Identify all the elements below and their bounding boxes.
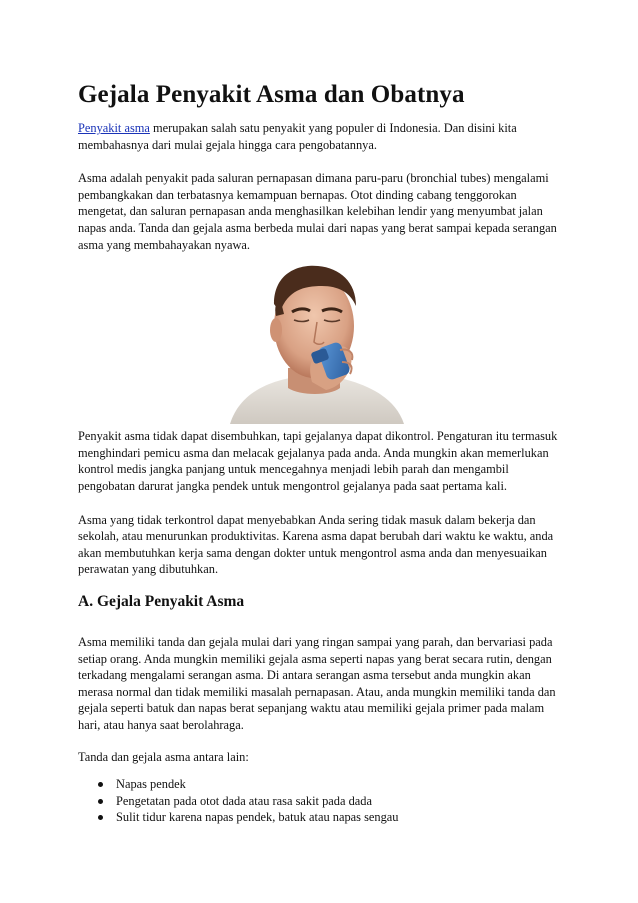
list-item-text: Pengetatan pada otot dada atau rasa sakit pada dada xyxy=(116,793,372,808)
list-item-text: Sulit tidur karena napas pendek, batuk atau napas sengau xyxy=(116,810,399,825)
man-using-inhaler-photo xyxy=(190,264,430,424)
bullet-icon xyxy=(98,815,103,820)
uncontrolled-paragraph: Asma yang tidak terkontrol dapat menyebabkan Anda sering tidak masuk dalam bekerja dan sekolah, atau menurunkan produktivitas. Karena asma dapat berubah dari waktu ke waktu, anda akan membutuhkan kerja sama dengan dokter untuk mengontrol asma anda dan menyesuaikan perawatan yang dibutuhkan. xyxy=(78,512,554,577)
list-item xyxy=(78,776,562,793)
intro-text: merupakan salah satu penyakit yang populer di Indonesia. Dan disini kita membahasnya dari mulai gejala hingga cara pengobatannya. xyxy=(78,121,517,152)
definition-paragraph: Asma adalah penyakit pada saluran pernapasan dimana paru-paru (bronchial tubes) mengalami pembangkakan dan terbatasnya kemampuan bernapas. Otot dinding cabang tenggorokan mengetat, dan saluran pernapasan anda menghasilkan kelebihan lendir yang menyumbat jalan napas anda. Tanda dan gejala asma berbeda mulai dari napas yang berat sampai kepada serangan asma yang membahayakan nyawa. xyxy=(78,171,557,252)
symptoms-paragraph: Asma memiliki tanda dan gejala mulai dari yang ringan sampai yang parah, dan bervariasi pada setiap orang. Anda mungkin memiliki gejala asma seperti napas yang berat secara rutin, dengan terkadang mengalami serangan asma. Di antara serangan asma tersebut anda mungkin akan merasa normal dan tidak memiliki masalah pernapasan. Atau, anda mungkin memiliki tanda dan gejala seperti batuk dan napas berat sepanjang waktu atau memiliki gejala primer pada malam hari, atau hanya saat berolahraga. xyxy=(78,634,556,732)
signs-intro: Tanda dan gejala asma antara lain: xyxy=(78,750,249,765)
document-page xyxy=(78,80,562,826)
bullet-icon xyxy=(98,799,103,804)
article-title: Gejala Penyakit Asma dan Obatnya xyxy=(78,81,465,108)
penyakit-asma-link[interactable]: Penyakit asma xyxy=(78,121,150,135)
list-item-text: Napas pendek xyxy=(116,777,186,792)
inhaler-photo-illustration xyxy=(190,264,430,424)
not-curable-paragraph: Penyakit asma tidak dapat disembuhkan, tapi gejalanya dapat dikontrol. Pengaturan itu termasuk menghindari pemicu asma dan melacak gejalanya pada anda. Anda mungkin akan memerlukan kontrol medis jangka panjang untuk mencegahnya menjadi lebih parah dan mengambil pengobatan darurat jangka pendek untuk mengontrol gejalanya pada saat pertama kali. xyxy=(78,429,558,493)
intro-paragraph xyxy=(78,120,562,153)
section-a-heading: A. Gejala Penyakit Asma xyxy=(78,592,245,610)
bullet-icon xyxy=(98,782,103,787)
list-item xyxy=(78,809,562,826)
list-item xyxy=(78,793,562,810)
signs-list xyxy=(78,776,562,826)
